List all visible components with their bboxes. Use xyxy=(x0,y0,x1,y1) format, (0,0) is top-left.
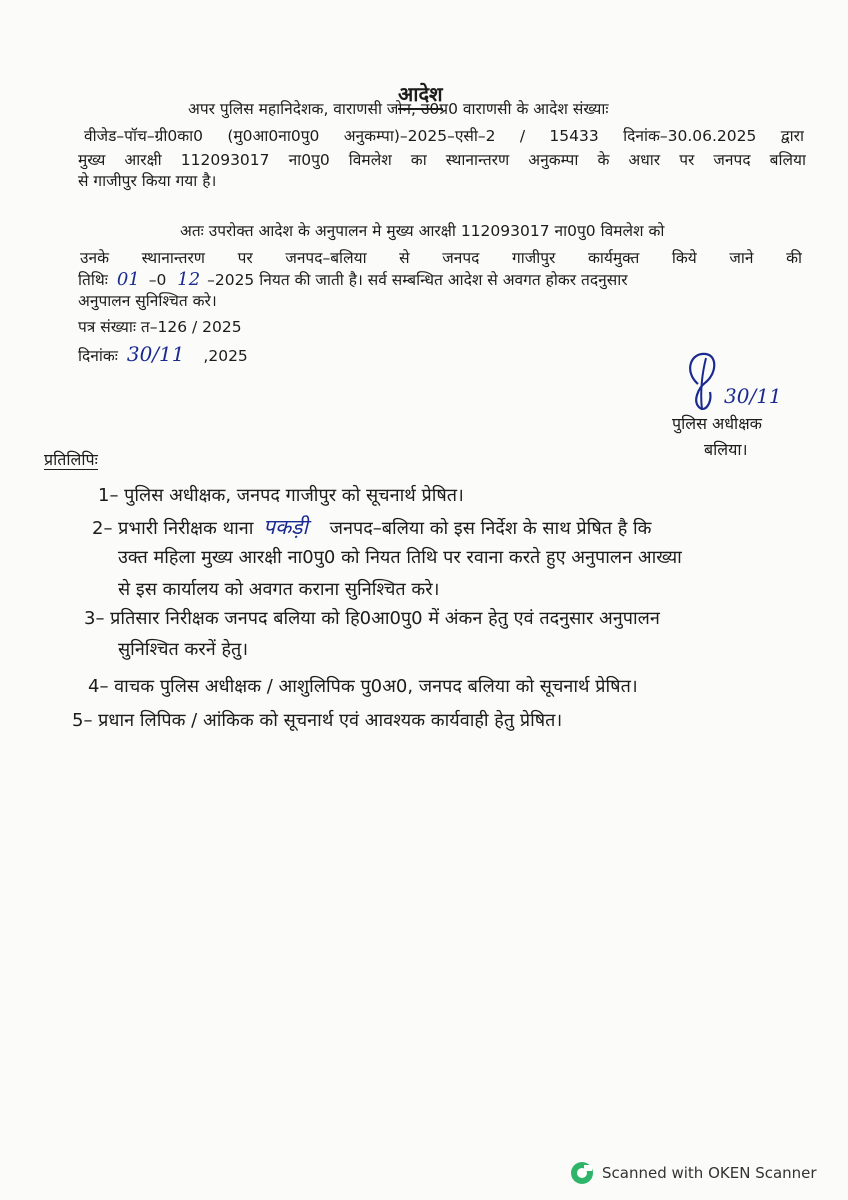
document-title: आदेश xyxy=(398,80,443,110)
scanner-watermark xyxy=(570,1158,817,1188)
copy-item-2-line2: उक्त महिला मुख्य आरक्षी ना0पु0 को नियत तिथि पर रवाना करते हुए अनुपालन आख्या xyxy=(118,547,682,568)
copy-item-2-prefix: 2– प्रभारी निरीक्षक थाना xyxy=(92,518,254,539)
copy-heading-text: प्रतिलिपिः xyxy=(44,450,98,469)
para1-line2: वीजेड–पॉच–ग्री0का0 (मु0आ0ना0पु0 अनुकम्पा)–2025–एसी–2 / 15433 दिनांक–30.06.2025 द्वारा xyxy=(84,127,804,145)
letter-number: पत्र संख्याः त–126 / 2025 xyxy=(78,318,242,336)
relieve-date-line xyxy=(78,269,628,291)
copy-item-2-line1 xyxy=(92,513,651,541)
relieve-date-suffix: –2025 नियत की जाती है। सर्व सम्बन्धित आदेश से अवगत होकर तदनुसार xyxy=(207,271,628,289)
signatory-district: बलिया। xyxy=(704,440,748,459)
relieve-date-sep: –0 xyxy=(148,271,167,289)
copy-item-2-line3: से इस कार्यालय को अवगत कराना सुनिश्चित करे। xyxy=(118,579,440,600)
para2-line1: अतः उपरोक्त आदेश के अनुपालन मे मुख्य आरक्षी 112093017 ना0पु0 विमलेश को xyxy=(180,222,665,240)
copy-item-3-line2: सुनिश्चित करनें हेतु। xyxy=(118,639,249,660)
date-year: ,2025 xyxy=(203,347,248,365)
copy-item-2-suffix: जनपद–बलिया को इस निर्देश के साथ प्रेषित है कि xyxy=(329,518,652,539)
para2-line2: उनके स्थानान्तरण पर जनपद–बलिया से जनपद गाजीपुर कार्यमुक्त किये जाने की xyxy=(80,249,802,267)
copy-item-1: 1– पुलिस अधीक्षक, जनपद गाजीपुर को सूचनार्थ प्रेषित। xyxy=(98,485,464,506)
signatory-designation: पुलिस अधीक्षक xyxy=(672,414,762,433)
copy-item-5: 5– प्रधान लिपिक / आंकिक को सूचनार्थ एवं आवश्यक कार्यवाही हेतु प्रेषित। xyxy=(72,710,563,731)
para1-line4: से गाजीपुर किया गया है। xyxy=(78,172,217,190)
para1-line1: अपर पुलिस महानिदेशक, वाराणसी जोन, उ0प्र0 वाराणसी के आदेश संख्याः xyxy=(188,100,609,118)
copy-item-4: 4– वाचक पुलिस अधीक्षक / आशुलिपिक पु0अ0, जनपद बलिया को सूचनार्थ प्रेषित। xyxy=(88,676,638,697)
para1-line3: मुख्य आरक्षी 112093017 ना0पु0 विमलेश का स्थानान्तरण अनुकम्पा के अधार पर जनपद बलिया xyxy=(78,151,806,169)
signature-date: 30/11 xyxy=(724,384,782,408)
para2-line4: अनुपालन सुनिश्चित करे। xyxy=(78,292,217,310)
police-station-handwritten: पकड़ी xyxy=(263,515,308,539)
copy-heading xyxy=(44,450,98,469)
scanner-watermark-text: Scanned with OKEN Scanner xyxy=(602,1164,817,1182)
date-label: दिनांकः xyxy=(78,347,118,365)
copy-item-3-line1: 3– प्रतिसार निरीक्षक जनपद बलिया को हि0आ0पु0 में अंकन हेतु एवं तदनुसार अनुपालन xyxy=(84,608,660,629)
relieve-month-handwritten: 12 xyxy=(177,269,201,290)
date-handwritten: 30/11 xyxy=(126,342,185,366)
relieve-date-prefix: तिथिः xyxy=(78,271,108,289)
oken-scanner-logo-icon xyxy=(570,1161,594,1185)
relieve-day-handwritten: 01 xyxy=(116,269,140,290)
date-line xyxy=(78,342,248,366)
